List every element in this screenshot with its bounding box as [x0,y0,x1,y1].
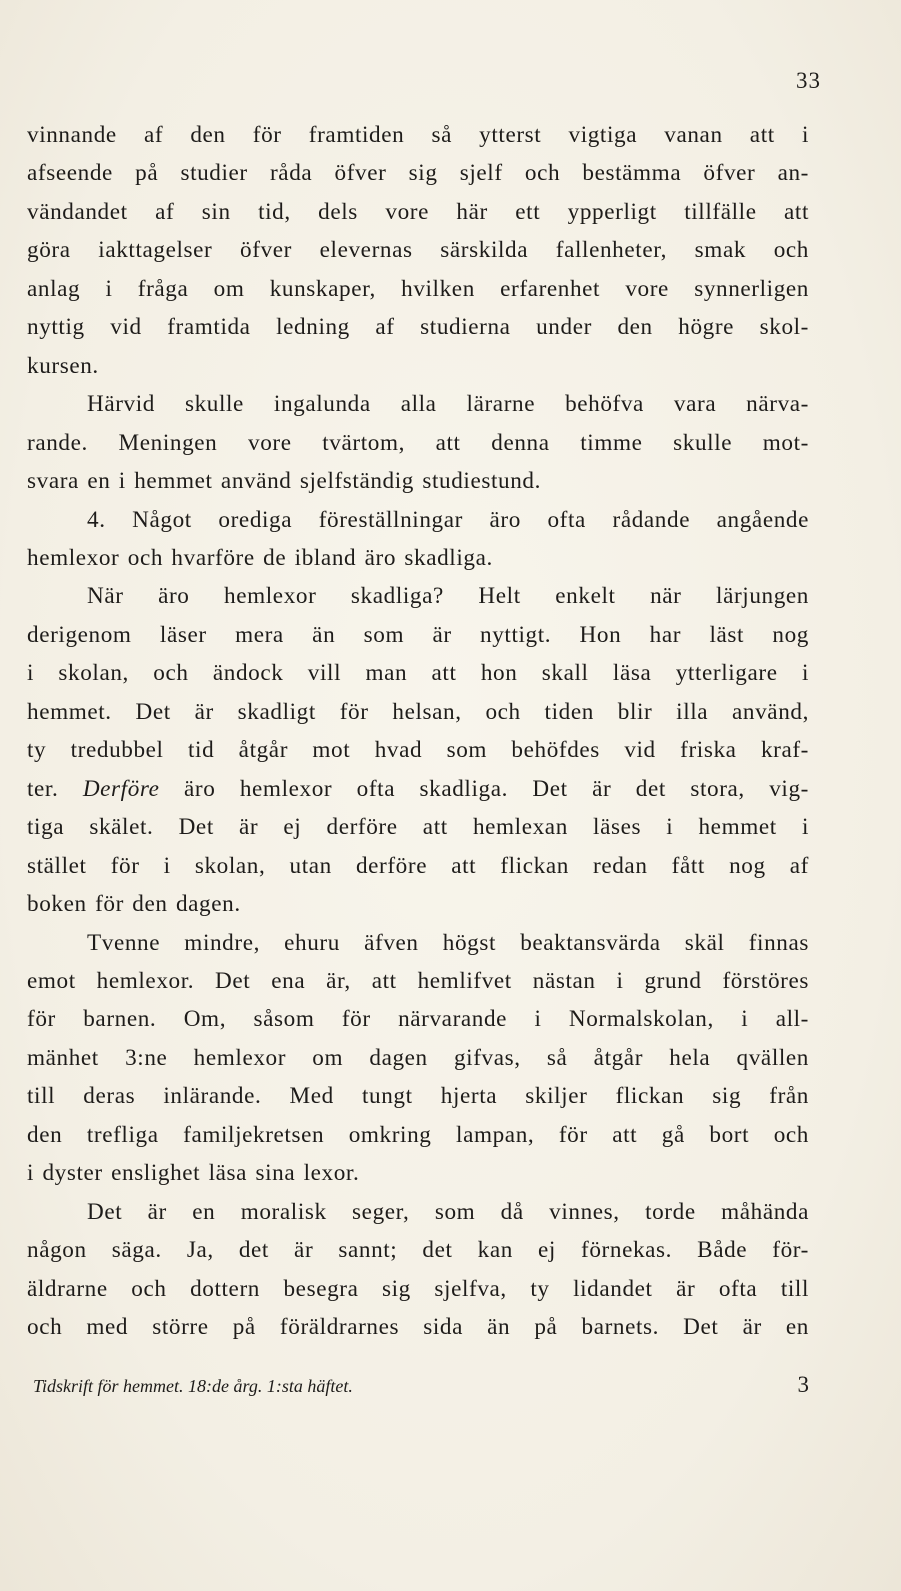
text-line-emphasis [27,770,809,808]
text-line: rande. Meningen vore tvärtom, att denna timme skulle mot- [27,429,809,456]
paragraph [27,577,809,923]
text-line: ty tredubbel tid åtgår mot hvad som behöfdes vid friska kraf- [27,737,809,764]
paragraph [27,924,809,1193]
text-line: 4. Något orediga föreställningar äro ofta rådande angående [87,506,809,533]
emphasized-word: Derföre [82,775,160,802]
text-line: anlag i fråga om kunskaper, hvilken erfarenhet vore synnerligen [27,275,809,302]
signature-mark: 3 [797,1372,809,1397]
text-line: svara en i hemmet använd sjelfständig studiestund. [27,468,542,495]
text-line: emot hemlexor. Det ena är, att hemlifvet nästan i grund förstöres [27,967,809,994]
paragraph [27,116,809,385]
text-line: När äro hemlexor skadliga? Helt enkelt när lärjungen [87,583,809,610]
text-line: Tvenne mindre, ehuru äfven högst beaktansvärda skäl finnas [87,929,809,956]
text-after-emphasis: äro hemlexor ofta skadliga. Det är det stora, vig- [159,775,809,802]
paragraph [27,385,809,500]
text-line: afseende på studier råda öfver sig sjelf och bestämma öfver an- [27,160,809,187]
text-line: Härvid skulle ingalunda alla lärarne behöfva vara närva- [87,391,809,418]
text-line: tiga skälet. Det är ej derföre att hemlexan läses i hemmet i [27,814,809,841]
text-line: Det är en moralisk seger, som då vinnes, torde måhända [87,1198,809,1225]
text-line: för barnen. Om, såsom för närvarande i Normalskolan, i all- [27,1006,809,1033]
text-line: boken för den dagen. [27,891,241,918]
text-line: äldrarne och dottern besegra sig sjelfva, ty lidandet är ofta till [27,1275,809,1302]
text-before-emphasis: ter. [27,775,83,802]
text-line: någon säga. Ja, det är sannt; det kan ej förnekas. Både för- [27,1237,809,1264]
body-text [27,116,809,1347]
text-line: den trefliga familjekretsen omkring lampan, för att gå bort och [27,1121,809,1148]
paragraph [27,501,809,578]
text-line: i dyster enslighet läsa sina lexor. [27,1160,360,1187]
text-line: hemmet. Det är skadligt för helsan, och tiden blir illa använd, [27,698,809,725]
text-line: kursen. [27,352,99,379]
paragraph [27,1193,809,1347]
text-line: mänhet 3:ne hemlexor om dagen gifvas, så åtgår hela qvällen [27,1044,809,1071]
text-line: hemlexor och hvarföre de ibland äro skadliga. [27,544,493,571]
text-line: derigenom läser mera än som är nyttigt. Hon har läst nog [27,621,809,648]
text-line: stället för i skolan, utan derföre att flickan redan fått nog af [27,852,809,879]
text-line: göra iakttagelser öfver elevernas särskilda fallenheter, smak och [27,237,809,264]
page-number: 33 [796,68,821,93]
text-line: nyttig vid framtida ledning af studierna under den högre skol- [27,314,809,341]
text-line: i skolan, och ändock vill man att hon skall läsa ytterligare i [27,660,809,687]
journal-reference: Tidskrift för hemmet. 18:de årg. 1:sta häftet. [33,1376,353,1396]
text-line: vändandet af sin tid, dels vore här ett ypperligt tillfälle att [27,198,809,225]
text-line: och med större på föräldrarnes sida än på barnets. Det är en [27,1314,809,1341]
text-line: vinnande af den för framtiden så ytterst vigtiga vanan att i [27,122,809,148]
text-line: till deras inlärande. Med tungt hjerta skiljer flickan sig från [27,1083,809,1110]
page-footer [33,1372,809,1398]
